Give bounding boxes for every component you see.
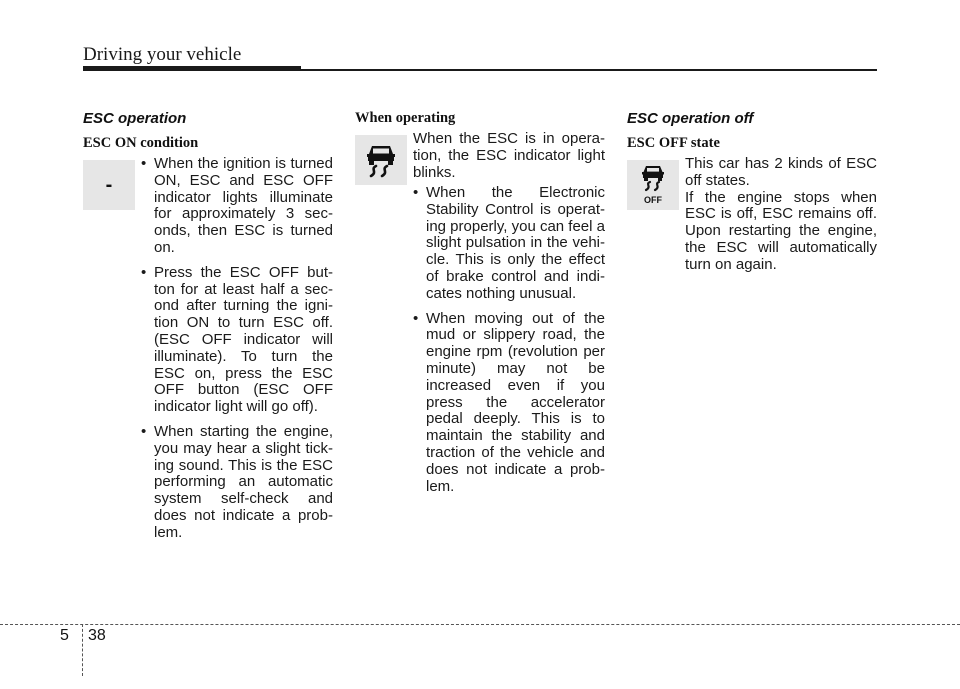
list-item: • When starting the engine, you may hear a slight tick- ing sound. This is the ESC performing an automatic system self-check and does not indicate a prob- lem. bbox=[141, 424, 333, 542]
list-item: • When the Electronic Stability Control is operat- ing properly, you can feel a slight pulsation in the vehi- cle. This is only the effect of brake control and indi- cates nothing unusual. bbox=[413, 185, 605, 303]
intro-paragraph: When the ESC is in opera- tion, the ESC indicator light blinks. bbox=[413, 130, 605, 181]
esc-on-row bbox=[83, 156, 333, 550]
header-rule-thick bbox=[83, 66, 301, 71]
esc-indicator-icon bbox=[355, 135, 407, 185]
off-label: OFF bbox=[644, 195, 662, 205]
header-rule-thin bbox=[301, 69, 877, 71]
esc-on-text bbox=[141, 156, 333, 550]
header-title: Driving your vehicle bbox=[83, 44, 242, 65]
section-title-esc-operation-off: ESC operation off bbox=[627, 110, 754, 127]
esc-on-bullets bbox=[141, 156, 333, 542]
subtitle-esc-on-condition: ESC ON condition bbox=[83, 135, 199, 151]
list-item: • Press the ESC OFF but- ton for at least half a sec- ond after turning the igni- tion ON to turn ESC off. (ESC OFF indicator will illuminate). To turn the ESC on, press the ESC OFF button (ESC OFF indicator light will go off). bbox=[141, 265, 333, 416]
chapter-number: 5 bbox=[60, 627, 69, 644]
when-operating-row bbox=[355, 131, 605, 185]
when-operating-bullets bbox=[413, 185, 605, 495]
paragraph: If the engine stops when ESC is off, ESC remains off. Upon restarting the engine, the ESC will automatically turn on again. bbox=[685, 188, 877, 273]
esc-off-text bbox=[685, 156, 877, 274]
list-item: • When moving out of the mud or slippery road, the engine rpm (revolution per minute) may not be increased even if you press the accelerator pedal deeply. This is to maintain the stability and traction of the vehicle and does not indicate a prob- lem. bbox=[413, 311, 605, 496]
car-skid-off-icon bbox=[633, 163, 673, 207]
column-esc-operation bbox=[83, 110, 333, 550]
when-operating-text bbox=[355, 185, 605, 495]
indicator-placeholder-icon: - bbox=[83, 160, 135, 210]
paragraph: This car has 2 kinds of ESC off states. bbox=[685, 155, 877, 189]
list-item: • When the ignition is turned ON, ESC and ESC OFF indicator lights illuminate for approximately 3 sec- onds, then ESC is turned on. bbox=[141, 156, 333, 257]
page-number: 38 bbox=[88, 627, 106, 644]
section-title-esc-operation: ESC operation bbox=[83, 110, 187, 127]
footer-vertical-divider bbox=[82, 624, 83, 676]
esc-off-indicator-icon bbox=[627, 160, 679, 210]
column-esc-operation-off bbox=[627, 110, 877, 274]
esc-off-row bbox=[627, 156, 877, 274]
when-operating-intro bbox=[413, 131, 605, 181]
column-when-operating bbox=[355, 110, 605, 503]
car-skid-icon bbox=[361, 140, 401, 180]
footer-divider bbox=[0, 624, 960, 625]
subtitle-esc-off-state: ESC OFF state bbox=[627, 135, 720, 151]
subtitle-when-operating: When operating bbox=[355, 110, 456, 126]
